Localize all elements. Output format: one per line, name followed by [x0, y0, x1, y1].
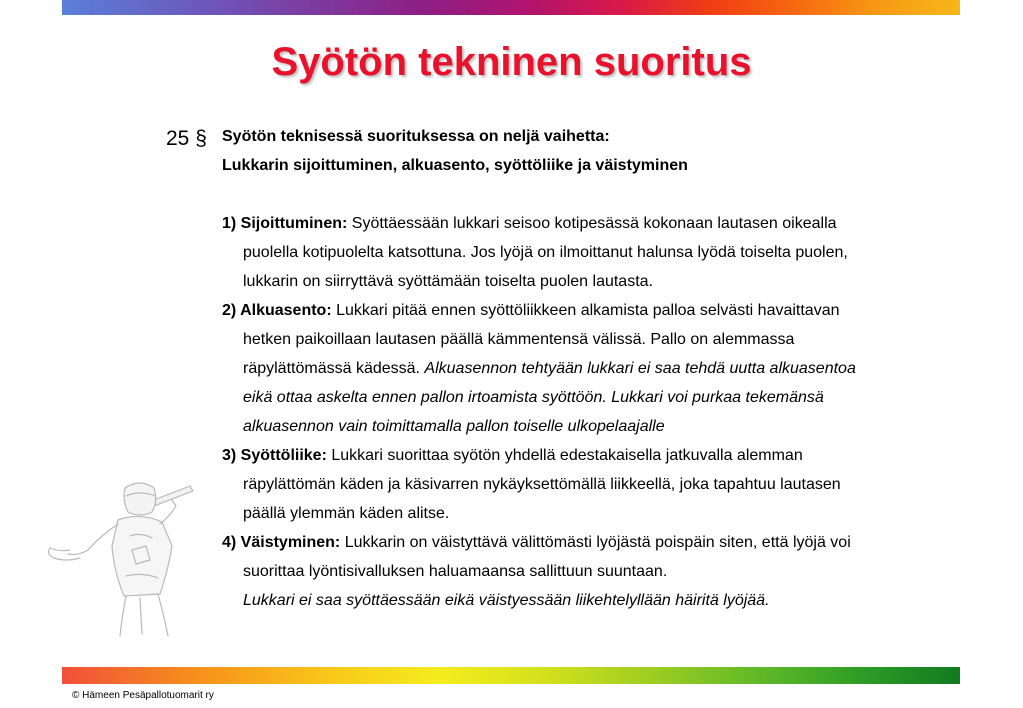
- phase-2-line-4: eikä ottaa askelta ennen pallon irtoamista syöttöön. Lukkari voi purkaa tekemänsä: [243, 389, 824, 406]
- phase-3-line-3: päällä ylemmän käden alitse.: [243, 505, 450, 522]
- phase-1-line-3: lukkarin on siirryttävä syöttämään toiselta puolen lautasta.: [243, 273, 653, 290]
- batter-illustration-icon: [40, 476, 215, 641]
- top-gradient-bar: [62, 0, 960, 15]
- section-number: 25 §: [166, 127, 207, 150]
- phase-2-line-3: [222, 354, 962, 383]
- phase-1: [222, 209, 962, 238]
- phase-3-text: Lukkari suorittaa syötön yhdellä edestakaisella jatkuvalla alemman: [326, 447, 803, 464]
- phase-3: [222, 441, 962, 470]
- phase-2-line-3-text: räpylättömässä kädessä.: [243, 360, 425, 377]
- phase-2-line-5: alkuasennon vain toimittamalla pallon toiselle ulkopelaajalle: [243, 418, 665, 435]
- phase-1-line-2: puolella kotipuolelta katsottuna. Jos lyöjä on ilmoittanut halunsa lyödä toiselta puolen,: [243, 244, 848, 261]
- phase-3-line-2: räpylättömän käden ja käsivarren nykäyksettömällä liikkeellä, joka tapahtuu lautasen: [243, 476, 841, 493]
- phase-4-line-2: suorittaa lyöntisivalluksen haluamaansa sallittuun suuntaan.: [243, 563, 668, 580]
- intro-line-1: Syötön teknisessä suorituksessa on neljä vaihetta:: [222, 128, 610, 145]
- bottom-gradient-bar: [62, 667, 960, 684]
- intro-line-2: Lukkarin sijoittuminen, alkuasento, syöttöliike ja väistyminen: [222, 157, 688, 174]
- phase-4-text: Lukkarin on väistyttävä välittömästi lyöjästä poispäin siten, että lyöjä voi: [340, 534, 851, 551]
- phase-2-line-3-italic: Alkuasennon tehtyään lukkari ei saa tehdä uutta alkuasentoa: [424, 360, 856, 377]
- phase-2-heading: 2) Alkuasento:: [222, 302, 332, 319]
- phase-2-text: Lukkari pitää ennen syöttöliikkeen alkamista palloa selvästi havaittavan: [331, 302, 840, 319]
- page-title: Syötön tekninen suoritus: [271, 40, 752, 84]
- phase-2-line-2: hetken paikoillaan lautasen päällä kämmentensä välissä. Pallo on alemmassa: [243, 331, 795, 348]
- rule-content: [222, 122, 962, 615]
- phase-4: [222, 528, 962, 557]
- phase-4-heading: 4) Väistyminen:: [222, 534, 341, 551]
- phase-4-line-3: Lukkari ei saa syöttäessään eikä väistyessään liikehtelyllään häiritä lyöjää.: [243, 592, 770, 609]
- footer-copyright: © Hämeen Pesäpallotuomarit ry: [72, 690, 214, 701]
- phase-1-text: Syöttäessään lukkari seisoo kotipesässä kokonaan lautasen oikealla: [347, 215, 837, 232]
- phase-2: [222, 296, 962, 325]
- phase-3-heading: 3) Syöttöliike:: [222, 447, 327, 464]
- phase-1-heading: 1) Sijoittuminen:: [222, 215, 348, 232]
